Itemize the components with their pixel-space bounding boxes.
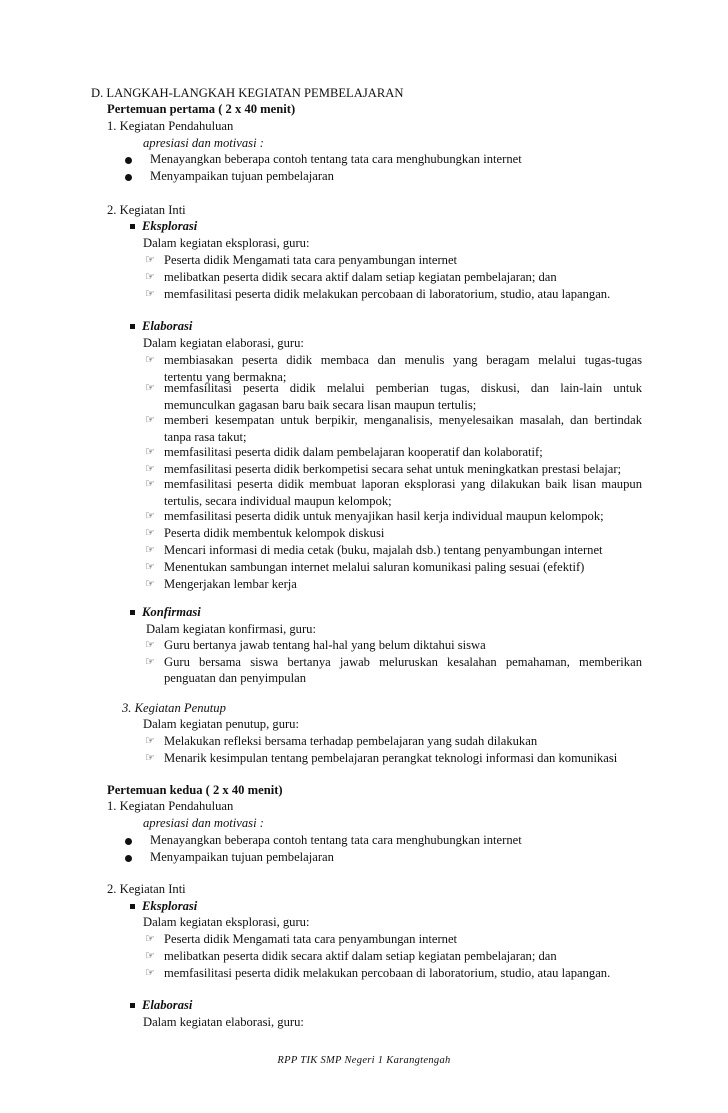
- square-bullet-icon: [130, 224, 135, 229]
- list-item: Peserta didik Mengamati tata cara penyambungan internet: [164, 932, 458, 946]
- meeting1-title: Pertemuan pertama ( 2 x 40 menit): [107, 102, 296, 116]
- pointing-hand-icon: ☞: [145, 933, 155, 945]
- elaborasi-intro: Dalam kegiatan elaborasi, guru:: [143, 336, 304, 350]
- pointing-hand-icon: ☞: [145, 561, 155, 573]
- pointing-hand-icon: ☞: [145, 510, 155, 522]
- list-item: memfasilitasi peserta didik melakukan percobaan di laboratorium, studio, atau lapangan.: [164, 287, 611, 301]
- eksplorasi-title: Eksplorasi: [142, 899, 198, 913]
- meeting1-pendahuluan-sub: apresiasi dan motivasi :: [143, 136, 264, 150]
- list-item: Peserta didik Mengamati tata cara penyambungan internet: [164, 253, 458, 267]
- bullet-dot-icon: [125, 157, 132, 164]
- list-item-continuation: memunculkan gagasan baru baik secara lisan maupun tertulis;: [164, 398, 477, 412]
- pointing-hand-icon: ☞: [145, 271, 155, 283]
- square-bullet-icon: [130, 1003, 135, 1008]
- list-item: Guru bertanya jawab tentang hal-hal yang belum diktahui siswa: [164, 638, 486, 652]
- elaborasi-intro: Dalam kegiatan elaborasi, guru:: [143, 1015, 304, 1029]
- penutup-intro: Dalam kegiatan penutup, guru:: [143, 717, 299, 731]
- square-bullet-icon: [130, 904, 135, 909]
- pointing-hand-icon: ☞: [145, 463, 155, 475]
- square-bullet-icon: [130, 610, 135, 615]
- meeting2-pendahuluan-heading: 1. Kegiatan Pendahuluan: [107, 799, 234, 813]
- konfirmasi-title: Konfirmasi: [142, 605, 201, 619]
- list-item: Melakukan refleksi bersama terhadap pembelajaran yang sudah dilakukan: [164, 734, 538, 748]
- meeting2-pendahuluan-sub: apresiasi dan motivasi :: [143, 816, 264, 830]
- list-item: Guru bersama siswa bertanya jawab meluruskan kesalahan pemahaman, memberikan: [164, 655, 642, 669]
- list-item: Peserta didik membentuk kelompok diskusi: [164, 526, 385, 540]
- pointing-hand-icon: ☞: [145, 639, 155, 651]
- list-item: Menyampaikan tujuan pembelajaran: [150, 169, 334, 183]
- bullet-dot-icon: [125, 174, 132, 181]
- list-item: memberi kesempatan untuk berpikir, menganalisis, menyelesaikan masalah, dan bertindak: [164, 413, 642, 427]
- pointing-hand-icon: ☞: [145, 544, 155, 556]
- section-title: D. LANGKAH-LANGKAH KEGIATAN PEMBELAJARAN: [91, 86, 404, 100]
- pointing-hand-icon: ☞: [145, 478, 155, 490]
- list-item: memfasilitasi peserta didik melalui pemberian tugas, diskusi, dan lain-lain untuk: [164, 381, 642, 395]
- pointing-hand-icon: ☞: [145, 354, 155, 366]
- list-item: Mengerjakan lembar kerja: [164, 577, 297, 591]
- meeting2-inti-heading: 2. Kegiatan Inti: [107, 882, 186, 896]
- pointing-hand-icon: ☞: [145, 446, 155, 458]
- penutup-heading: 3. Kegiatan Penutup: [122, 701, 226, 715]
- list-item-continuation: tertulis, secara individual maupun kelompok;: [164, 494, 392, 508]
- pointing-hand-icon: ☞: [145, 950, 155, 962]
- pointing-hand-icon: ☞: [145, 735, 155, 747]
- list-item: Mencari informasi di media cetak (buku, majalah dsb.) tentang penyambungan internet: [164, 543, 603, 557]
- eksplorasi-intro: Dalam kegiatan eksplorasi, guru:: [143, 915, 310, 929]
- bullet-dot-icon: [125, 855, 132, 862]
- pointing-hand-icon: ☞: [145, 967, 155, 979]
- bullet-dot-icon: [125, 838, 132, 845]
- list-item-continuation: tanpa rasa takut;: [164, 430, 247, 444]
- meeting1-pendahuluan-heading: 1. Kegiatan Pendahuluan: [107, 119, 234, 133]
- eksplorasi-intro: Dalam kegiatan eksplorasi, guru:: [143, 236, 310, 250]
- pointing-hand-icon: ☞: [145, 254, 155, 266]
- page-footer: RPP TIK SMP Negeri 1 Karangtengah: [277, 1055, 451, 1066]
- elaborasi-title: Elaborasi: [142, 319, 193, 333]
- elaborasi-title: Elaborasi: [142, 998, 193, 1012]
- list-item: memfasilitasi peserta didik melakukan percobaan di laboratorium, studio, atau lapangan.: [164, 966, 611, 980]
- pointing-hand-icon: ☞: [145, 578, 155, 590]
- pointing-hand-icon: ☞: [145, 527, 155, 539]
- meeting1-inti-heading: 2. Kegiatan Inti: [107, 203, 186, 217]
- list-item: Menentukan sambungan internet melalui saluran komunikasi paling sesuai (efektif): [164, 560, 585, 574]
- pointing-hand-icon: ☞: [145, 288, 155, 300]
- list-item: melibatkan peserta didik secara aktif dalam setiap kegiatan pembelajaran; dan: [164, 270, 557, 284]
- list-item: melibatkan peserta didik secara aktif dalam setiap kegiatan pembelajaran; dan: [164, 949, 557, 963]
- list-item: memfasilitasi peserta didik dalam pembelajaran kooperatif dan kolaboratif;: [164, 445, 543, 459]
- list-item: Menarik kesimpulan tentang pembelajaran perangkat teknologi informasi dan komunikasi: [164, 751, 618, 765]
- list-item: Menyampaikan tujuan pembelajaran: [150, 850, 334, 864]
- list-item-continuation: penguatan dan penyimpulan: [164, 671, 306, 685]
- list-item: memfasilitasi peserta didik membuat laporan eksplorasi yang dilakukan baik lisan maupun: [164, 477, 642, 491]
- pointing-hand-icon: ☞: [145, 382, 155, 394]
- meeting2-title: Pertemuan kedua ( 2 x 40 menit): [107, 783, 283, 797]
- list-item: memfasilitasi peserta didik berkompetisi secara sehat untuk meningkatkan prestasi belajar;: [164, 462, 622, 476]
- pointing-hand-icon: ☞: [145, 414, 155, 426]
- eksplorasi-title: Eksplorasi: [142, 219, 198, 233]
- list-item-continuation: tertentu yang bermakna;: [164, 370, 287, 384]
- list-item: Menayangkan beberapa contoh tentang tata cara menghubungkan internet: [150, 152, 522, 166]
- pointing-hand-icon: ☞: [145, 656, 155, 668]
- list-item: memfasilitasi peserta didik untuk menyajikan hasil kerja individual maupun kelompok;: [164, 509, 604, 523]
- list-item: Menayangkan beberapa contoh tentang tata cara menghubungkan internet: [150, 833, 522, 847]
- konfirmasi-intro: Dalam kegiatan konfirmasi, guru:: [146, 622, 316, 636]
- square-bullet-icon: [130, 324, 135, 329]
- list-item: membiasakan peserta didik membaca dan menulis yang beragam melalui tugas-tugas: [164, 353, 642, 367]
- pointing-hand-icon: ☞: [145, 752, 155, 764]
